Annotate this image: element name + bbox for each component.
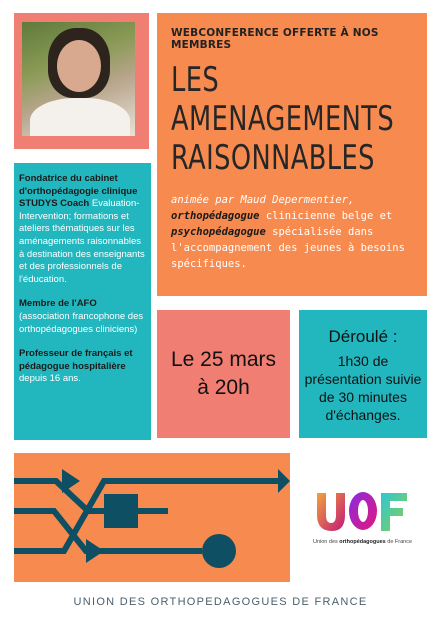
intro-psychopedagogue: psychopédagogue <box>171 226 266 238</box>
webconference-label: WEBCONFERENCE OFFERTE À NOS MEMBRES <box>171 27 379 51</box>
bio-member: Membre de l'AFO <box>19 298 97 310</box>
title-line-3: RAISONNABLES <box>171 138 375 178</box>
date-line-2: à 20h <box>197 376 250 399</box>
logo-caption <box>313 539 412 545</box>
bio-paragraph-2 <box>19 298 145 336</box>
intro-text-1: animée par Maud Depermentier, <box>171 194 355 206</box>
speaker-photo <box>22 22 135 136</box>
arrows-diagram-icon <box>14 453 290 582</box>
speaker-intro <box>171 192 413 272</box>
bio-teacher: Professeur de français et pédagogue hospitalière <box>19 348 133 372</box>
footer-organization: UNION DES ORTHOPEDAGOGUES DE FRANCE <box>73 596 368 608</box>
decorative-diagram <box>14 453 290 582</box>
logo-caption-pre: Union des <box>313 539 340 545</box>
event-title <box>171 60 395 178</box>
date-box <box>157 310 290 438</box>
bio-founder-text: Evaluation-Intervention; formations et ateliers thématiques sur les aménagements raisonnables à destination des enseignants et des professionnels de l'éducation. <box>19 198 145 285</box>
program-box <box>299 310 427 438</box>
bio-founder: Fondatrice du cabinet d'orthopédagogie clinique STUDYS Coach <box>19 173 138 210</box>
bio-paragraph-1 <box>19 173 145 286</box>
intro-text-2: clinicienne belge et <box>259 210 393 222</box>
date-line-1: Le 25 mars <box>170 348 277 371</box>
bio-teacher-text: depuis 16 ans. <box>19 373 81 385</box>
bio-paragraph-3 <box>19 348 145 386</box>
title-line-1: LES <box>171 60 220 100</box>
program-heading: Déroulé : <box>328 327 398 346</box>
header-block <box>157 13 427 296</box>
bio-member-text: (association francophone des orthopédagogues cliniciens) <box>19 310 144 335</box>
intro-orthopedagogue: orthopédagogue <box>171 210 260 222</box>
uof-logo <box>299 453 427 582</box>
uof-logo-icon <box>299 453 427 543</box>
title-line-2: AMENAGEMENTS <box>171 99 395 139</box>
speaker-bio <box>14 163 151 440</box>
speaker-photo-frame <box>14 13 149 149</box>
intro-text-3: spécialisée dans l'accompagnement des jeunes à besoins spécifiques. <box>171 226 405 270</box>
logo-caption-bold: orthopédagogues <box>339 539 386 545</box>
program-body: 1h30 de présentation suivie de 30 minutes d'échanges. <box>304 353 422 423</box>
logo-caption-post: de France <box>385 539 413 545</box>
